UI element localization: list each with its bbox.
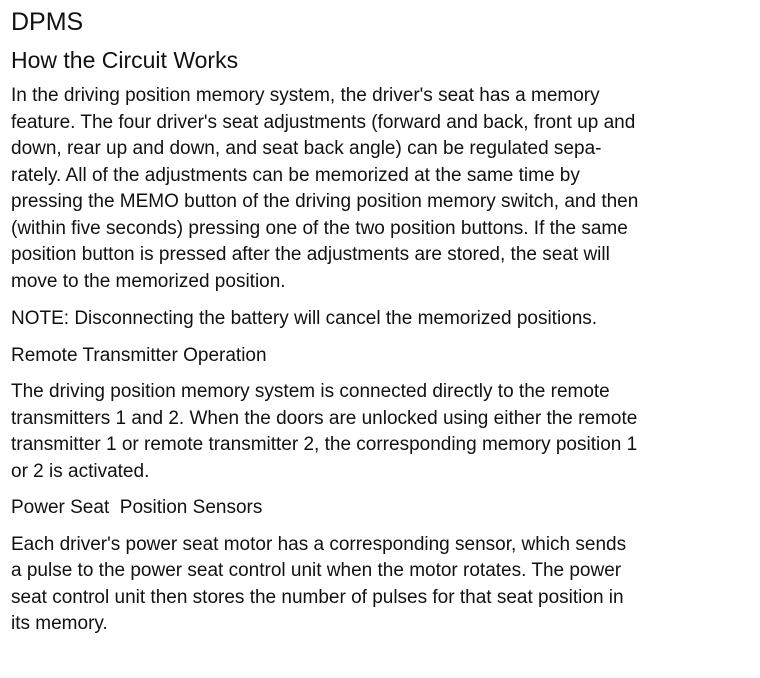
intro-paragraph (11, 83, 756, 295)
remote-paragraph (11, 379, 756, 485)
page-title: DPMS (11, 8, 84, 36)
intro-line: (within five seconds) pressing one of the two position buttons. If the same (11, 217, 628, 239)
remote-line: transmitter 1 or remote transmitter 2, the corresponding memory position 1 (11, 434, 638, 455)
intro-line: In the driving position memory system, the driver's seat has a memory (11, 85, 600, 106)
sensor-line: its memory. (11, 613, 108, 634)
remote-heading: Remote Transmitter Operation (11, 344, 267, 366)
intro-line: down, rear up and down, and seat back angle) can be regulated sepa- (11, 138, 602, 159)
document-page (11, 0, 756, 638)
sensor-line: Each driver's power seat motor has a corresponding sensor, which sends (11, 533, 627, 555)
sensor-line: a pulse to the power seat control unit when the motor rotates. The power (11, 560, 622, 581)
intro-line: rately. All of the adjustments can be memorized at the same time by (11, 164, 580, 186)
intro-line: feature. The four driver's seat adjustments (forward and back, front up and (11, 111, 636, 133)
intro-line: move to the memorized position. (11, 270, 286, 292)
sensor-paragraph (11, 532, 756, 638)
section-title: How the Circuit Works (11, 47, 239, 73)
sensor-line: seat control unit then stores the number of pulses for that seat position in (11, 586, 624, 608)
remote-line: The driving position memory system is connected directly to the remote (11, 381, 610, 402)
note-paragraph: NOTE: Disconnecting the battery will cancel the memorized positions. (11, 308, 598, 329)
sensor-heading: Power Seat Position Sensors (11, 497, 263, 518)
intro-line: position button is pressed after the adjustments are stored, the seat will (11, 244, 610, 265)
remote-line: or 2 is activated. (11, 460, 150, 482)
intro-line: pressing the MEMO button of the driving position memory switch, and then (11, 191, 639, 212)
remote-line: transmitters 1 and 2. When the doors are unlocked using either the remote (11, 407, 638, 429)
